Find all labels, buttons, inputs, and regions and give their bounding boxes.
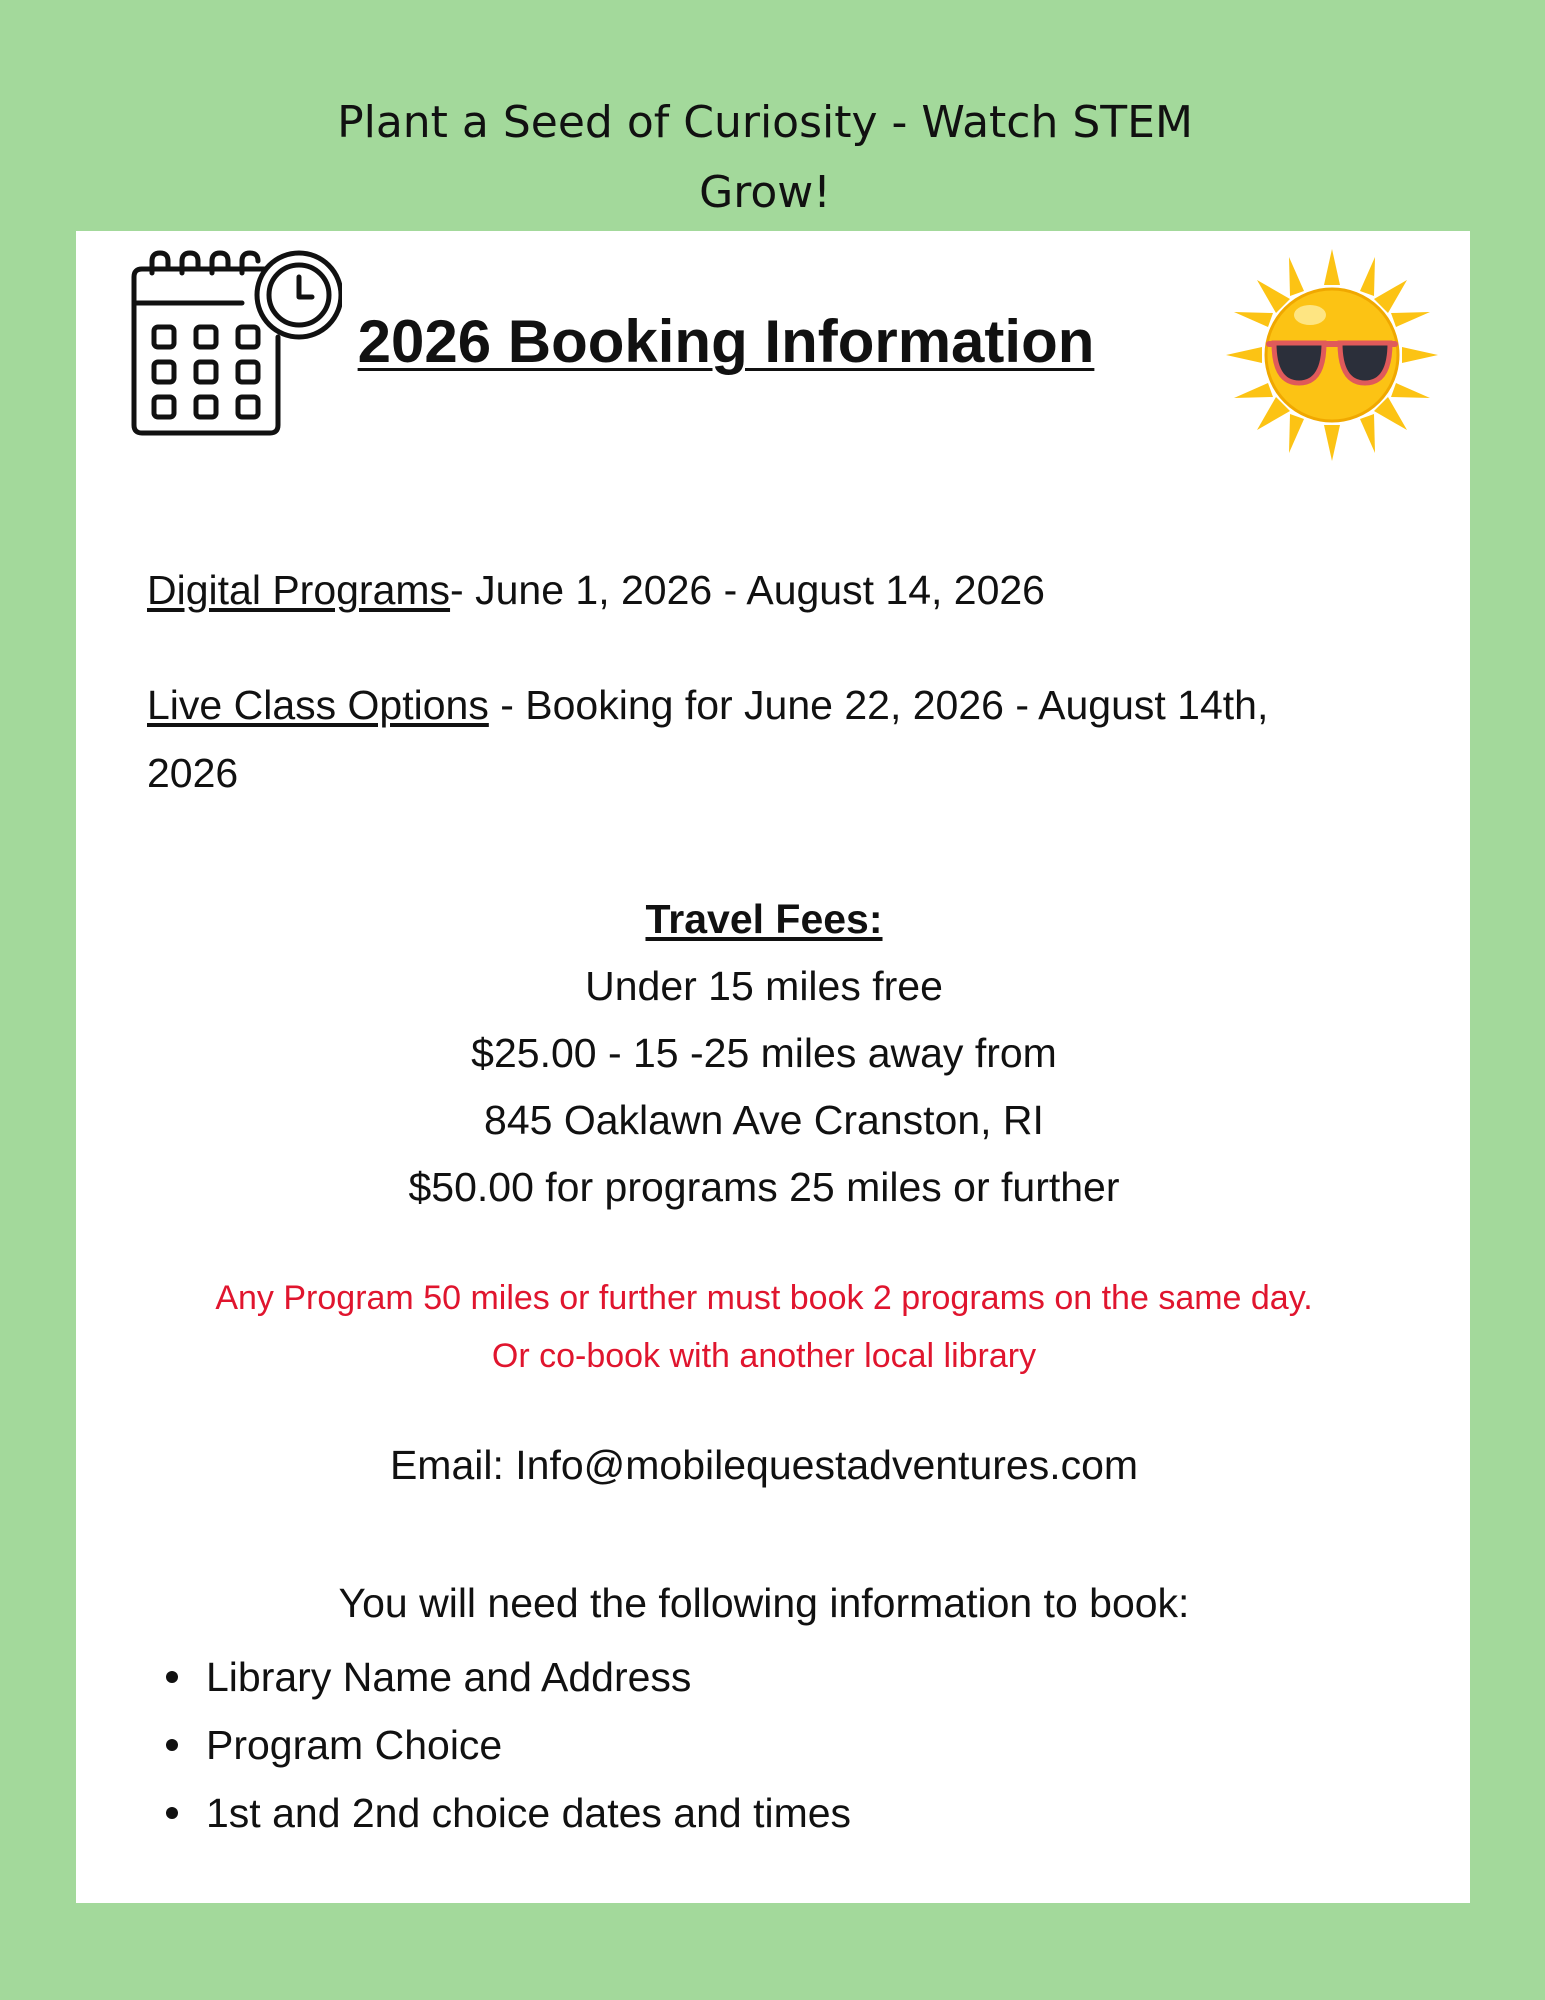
travel-fees-section: [76, 886, 1452, 1221]
calendar-clock-icon: [112, 247, 342, 447]
live-class-options-label: Live Class Options: [147, 682, 489, 728]
list-item: Program Choice: [166, 1711, 851, 1779]
live-class-options-dates: - Booking for June 22, 2026 - August 14th, 2026: [147, 682, 1269, 796]
digital-programs-dates: - June 1, 2026 - August 14, 2026: [450, 567, 1045, 613]
warning-line-1: Any Program 50 miles or further must book 2 programs on the same day.: [215, 1279, 1313, 1317]
travel-fee-line: $25.00 - 15 -25 miles away from: [471, 1030, 1057, 1076]
page-title: 2026 Booking Information: [357, 308, 1095, 375]
tagline-line-2: Grow!: [699, 167, 831, 218]
list-item: Library Name and Address: [166, 1643, 851, 1711]
requirements-list: [166, 1643, 851, 1847]
list-item: 1st and 2nd choice dates and times: [166, 1779, 851, 1847]
digital-programs-line: [147, 556, 1367, 624]
sun-with-sunglasses-icon: [1226, 249, 1438, 461]
travel-fee-line: Under 15 miles free: [585, 963, 943, 1009]
distance-warning: [76, 1269, 1452, 1385]
travel-fee-line: $50.00 for programs 25 miles or further: [408, 1164, 1120, 1210]
live-class-options-line: [147, 671, 1367, 807]
travel-fee-line: 845 Oaklawn Ave Cranston, RI: [484, 1097, 1044, 1143]
tagline-line-1: Plant a Seed of Curiosity - Watch STEM: [337, 97, 1193, 148]
warning-line-2: Or co-book with another local library: [491, 1337, 1037, 1375]
requirements-intro: You will need the following information to book:: [338, 1580, 1190, 1626]
travel-fees-title: Travel Fees:: [645, 896, 883, 942]
tagline: [0, 88, 1530, 228]
contact-email: Email: Info@mobilequestadventures.com: [389, 1442, 1139, 1488]
booking-card: [76, 231, 1470, 1903]
digital-programs-label: Digital Programs: [147, 567, 451, 613]
